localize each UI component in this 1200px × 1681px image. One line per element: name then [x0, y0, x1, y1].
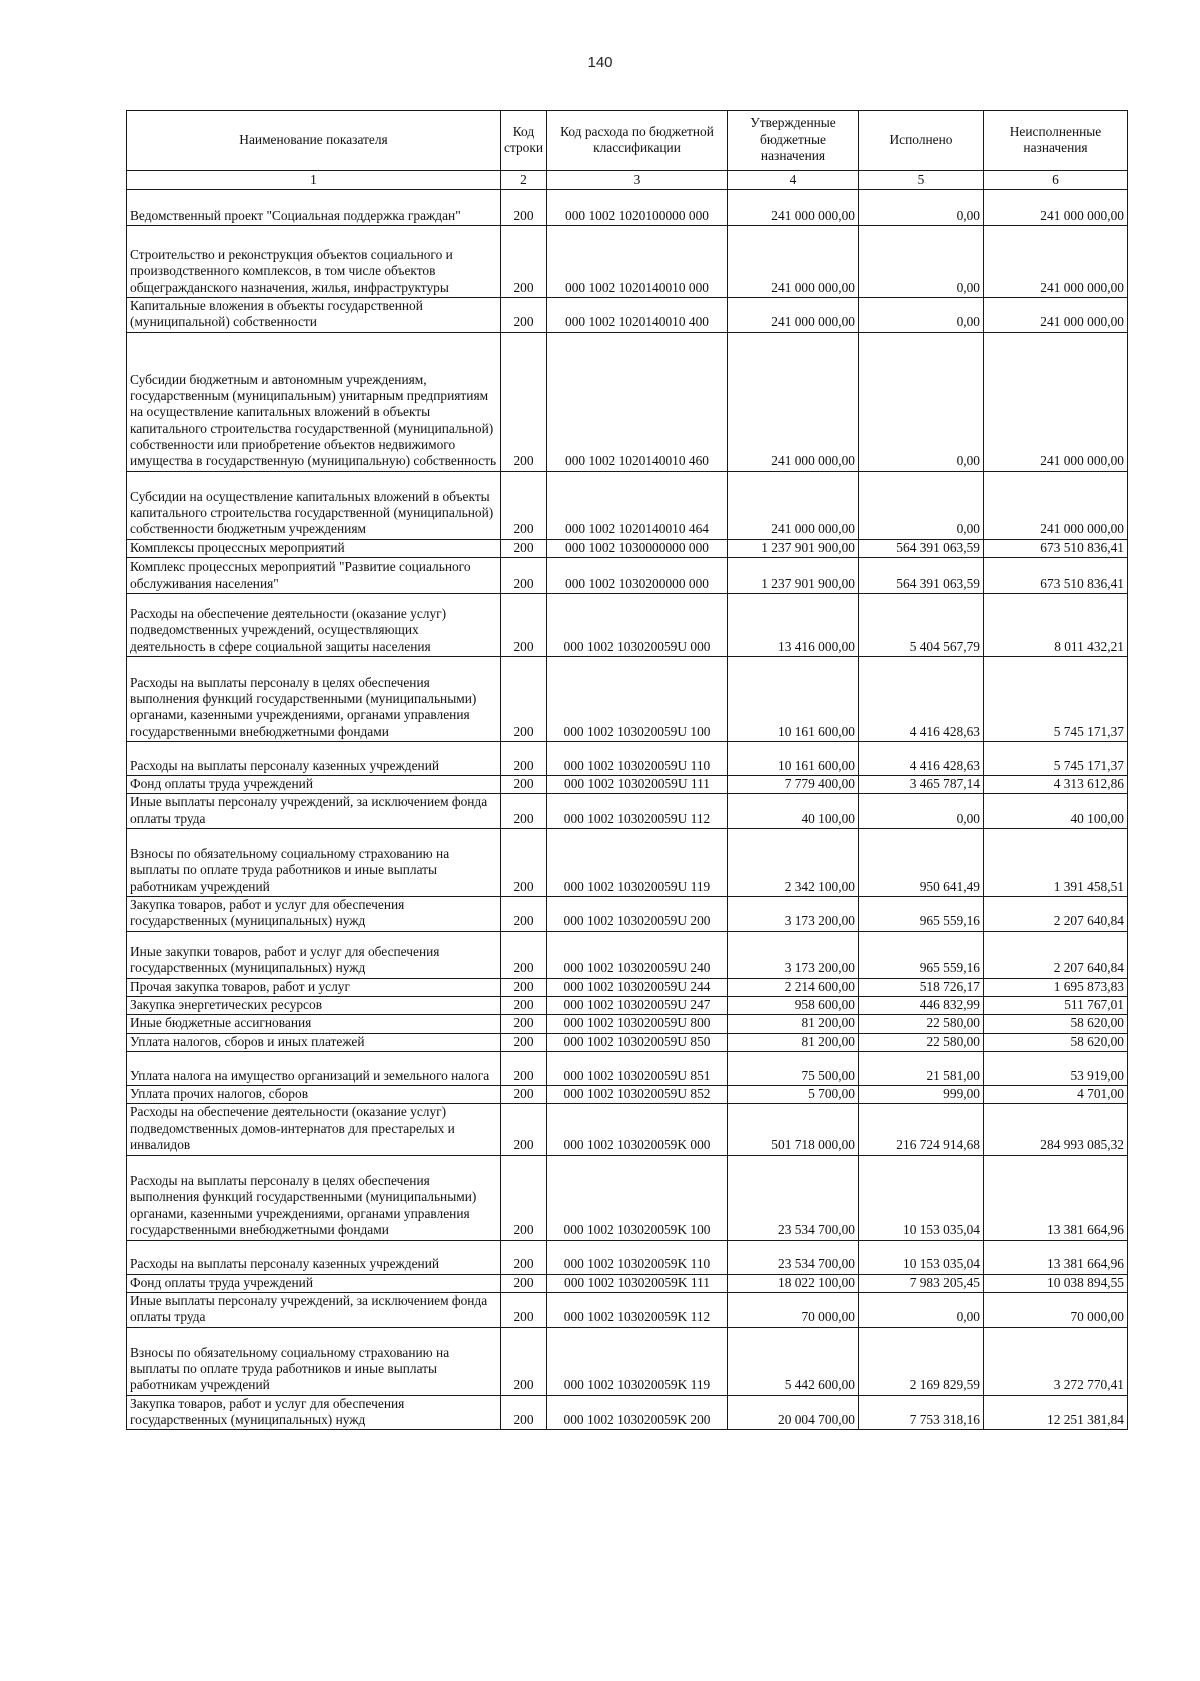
row-unexecuted: 13 381 664,96 — [984, 1240, 1128, 1274]
table-row — [127, 742, 1128, 776]
row-class-code: 000 1002 1020100000 000 — [547, 190, 728, 226]
row-executed: 4 416 428,63 — [859, 657, 984, 742]
row-executed: 7 753 318,16 — [859, 1395, 984, 1430]
row-line-code: 200 — [501, 594, 547, 657]
table-row — [127, 1292, 1128, 1327]
row-line-code: 200 — [501, 1395, 547, 1430]
row-unexecuted: 673 510 836,41 — [984, 558, 1128, 594]
row-class-code: 000 1002 1020140010 464 — [547, 471, 728, 539]
row-approved: 1 237 901 900,00 — [728, 539, 859, 557]
row-approved: 20 004 700,00 — [728, 1395, 859, 1430]
row-class-code: 000 1002 103020059U 244 — [547, 978, 728, 996]
row-name: Закупка товаров, работ и услуг для обеспечения государственных (муниципальных) нужд — [127, 897, 501, 932]
row-line-code: 200 — [501, 1033, 547, 1051]
row-line-code: 200 — [501, 978, 547, 996]
row-name: Уплата налогов, сборов и иных платежей — [127, 1033, 501, 1051]
row-class-code: 000 1002 103020059U 200 — [547, 897, 728, 932]
row-approved: 70 000,00 — [728, 1292, 859, 1327]
row-executed: 0,00 — [859, 332, 984, 471]
row-executed: 0,00 — [859, 190, 984, 226]
row-class-code: 000 1002 103020059U 112 — [547, 794, 728, 829]
row-unexecuted: 10 038 894,55 — [984, 1274, 1128, 1292]
row-unexecuted: 241 000 000,00 — [984, 332, 1128, 471]
table-row — [127, 997, 1128, 1015]
row-line-code: 200 — [501, 190, 547, 226]
row-line-code: 200 — [501, 829, 547, 897]
table-row — [127, 1086, 1128, 1104]
row-unexecuted: 8 011 432,21 — [984, 594, 1128, 657]
table-row — [127, 1052, 1128, 1086]
row-class-code: 000 1002 103020059U 850 — [547, 1033, 728, 1051]
row-executed: 4 416 428,63 — [859, 742, 984, 776]
row-class-code: 000 1002 103020059U 100 — [547, 657, 728, 742]
row-unexecuted: 3 272 770,41 — [984, 1327, 1128, 1395]
row-executed: 950 641,49 — [859, 829, 984, 897]
row-executed: 3 465 787,14 — [859, 776, 984, 794]
row-approved: 3 173 200,00 — [728, 931, 859, 978]
row-class-code: 000 1002 1020140010 460 — [547, 332, 728, 471]
table-row — [127, 1104, 1128, 1155]
row-approved: 10 161 600,00 — [728, 742, 859, 776]
row-executed: 7 983 205,45 — [859, 1274, 984, 1292]
row-line-code: 200 — [501, 997, 547, 1015]
row-approved: 501 718 000,00 — [728, 1104, 859, 1155]
row-unexecuted: 511 767,01 — [984, 997, 1128, 1015]
row-class-code: 000 1002 103020059K 110 — [547, 1240, 728, 1274]
row-unexecuted: 241 000 000,00 — [984, 298, 1128, 333]
row-line-code: 200 — [501, 1104, 547, 1155]
row-line-code: 200 — [501, 226, 547, 298]
row-line-code: 200 — [501, 1015, 547, 1033]
row-name: Субсидии на осуществление капитальных вложений в объекты капитального строительства государственной (муниципальной) собственности бюджетным учреждениям — [127, 471, 501, 539]
row-unexecuted: 4 701,00 — [984, 1086, 1128, 1104]
table-row — [127, 931, 1128, 978]
row-executed: 965 559,16 — [859, 897, 984, 932]
row-name: Ведомственный проект "Социальная поддержка граждан" — [127, 190, 501, 226]
row-name: Расходы на выплаты персоналу в целях обеспечения выполнения функций государственными (муниципальными) органами, казенными учреждениями, органами управления государственными внебюджетными фондами — [127, 1155, 501, 1240]
row-class-code: 000 1002 103020059U 851 — [547, 1052, 728, 1086]
row-name: Иные закупки товаров, работ и услуг для обеспечения государственных (муниципальных) нужд — [127, 931, 501, 978]
row-approved: 958 600,00 — [728, 997, 859, 1015]
row-name: Закупка энергетических ресурсов — [127, 997, 501, 1015]
table-row — [127, 298, 1128, 333]
table-row — [127, 332, 1128, 471]
row-unexecuted: 2 207 640,84 — [984, 897, 1128, 932]
row-approved: 13 416 000,00 — [728, 594, 859, 657]
row-class-code: 000 1002 103020059K 111 — [547, 1274, 728, 1292]
row-name: Расходы на выплаты персоналу в целях обеспечения выполнения функций государственными (муниципальными) органами, казенными учреждениями, органами управления государственными внебюджетными фондами — [127, 657, 501, 742]
row-name: Иные выплаты персоналу учреждений, за исключением фонда оплаты труда — [127, 1292, 501, 1327]
column-number: 6 — [984, 171, 1128, 190]
row-approved: 241 000 000,00 — [728, 190, 859, 226]
row-name: Комплекс процессных мероприятий "Развитие социального обслуживания населения" — [127, 558, 501, 594]
row-name: Прочая закупка товаров, работ и услуг — [127, 978, 501, 996]
row-name: Уплата налога на имущество организаций и земельного налога — [127, 1052, 501, 1086]
table-row — [127, 829, 1128, 897]
row-unexecuted: 241 000 000,00 — [984, 226, 1128, 298]
row-line-code: 200 — [501, 1292, 547, 1327]
row-name: Расходы на выплаты персоналу казенных учреждений — [127, 742, 501, 776]
row-class-code: 000 1002 103020059U 800 — [547, 1015, 728, 1033]
row-unexecuted: 58 620,00 — [984, 1033, 1128, 1051]
row-class-code: 000 1002 103020059U 852 — [547, 1086, 728, 1104]
table-row — [127, 776, 1128, 794]
column-number: 3 — [547, 171, 728, 190]
row-executed: 0,00 — [859, 226, 984, 298]
row-line-code: 200 — [501, 1052, 547, 1086]
table-row — [127, 1240, 1128, 1274]
row-name: Расходы на обеспечение деятельности (оказание услуг) подведомственных учреждений, осуществляющих деятельность в сфере социальной защиты населения — [127, 594, 501, 657]
row-unexecuted: 53 919,00 — [984, 1052, 1128, 1086]
row-line-code: 200 — [501, 332, 547, 471]
row-line-code: 200 — [501, 742, 547, 776]
row-unexecuted: 13 381 664,96 — [984, 1155, 1128, 1240]
row-line-code: 200 — [501, 1240, 547, 1274]
row-unexecuted: 5 745 171,37 — [984, 657, 1128, 742]
row-line-code: 200 — [501, 298, 547, 333]
table-body — [127, 190, 1128, 1430]
page-number: 140 — [587, 54, 613, 71]
row-line-code: 200 — [501, 1274, 547, 1292]
row-executed: 0,00 — [859, 1292, 984, 1327]
row-executed: 564 391 063,59 — [859, 558, 984, 594]
row-approved: 2 214 600,00 — [728, 978, 859, 996]
header-executed: Исполнено — [859, 111, 984, 171]
row-line-code: 200 — [501, 1086, 547, 1104]
column-number: 4 — [728, 171, 859, 190]
row-executed: 518 726,17 — [859, 978, 984, 996]
row-line-code: 200 — [501, 558, 547, 594]
row-name: Субсидии бюджетным и автономным учреждениям, государственным (муниципальным) унитарным предприятиям на осуществление капитальных вложений в объекты капитального строительства государственной (муниципальной) собственности или приобретение объектов недвижимого имущества в государственную (муниципальную) собственность — [127, 332, 501, 471]
row-approved: 18 022 100,00 — [728, 1274, 859, 1292]
row-unexecuted: 40 100,00 — [984, 794, 1128, 829]
table-row — [127, 1015, 1128, 1033]
header-line-code: Код строки — [501, 111, 547, 171]
row-executed: 965 559,16 — [859, 931, 984, 978]
row-class-code: 000 1002 1030200000 000 — [547, 558, 728, 594]
table-row — [127, 1327, 1128, 1395]
row-line-code: 200 — [501, 1155, 547, 1240]
header-approved: Утвержденные бюджетные назначения — [728, 111, 859, 171]
table-row — [127, 594, 1128, 657]
table-row — [127, 794, 1128, 829]
row-executed: 0,00 — [859, 471, 984, 539]
column-number: 2 — [501, 171, 547, 190]
row-executed: 2 169 829,59 — [859, 1327, 984, 1395]
row-line-code: 200 — [501, 657, 547, 742]
row-approved: 23 534 700,00 — [728, 1240, 859, 1274]
row-name: Капитальные вложения в объекты государственной (муниципальной) собственности — [127, 298, 501, 333]
row-approved: 3 173 200,00 — [728, 897, 859, 932]
row-class-code: 000 1002 1020140010 000 — [547, 226, 728, 298]
row-unexecuted: 241 000 000,00 — [984, 190, 1128, 226]
row-class-code: 000 1002 103020059K 119 — [547, 1327, 728, 1395]
row-name: Иные выплаты персоналу учреждений, за исключением фонда оплаты труда — [127, 794, 501, 829]
row-unexecuted: 2 207 640,84 — [984, 931, 1128, 978]
row-name: Строительство и реконструкция объектов социального и производственного комплексов, в том числе объектов общегражданского назначения, жилья, инфраструктуры — [127, 226, 501, 298]
row-class-code: 000 1002 103020059U 247 — [547, 997, 728, 1015]
row-name: Взносы по обязательному социальному страхованию на выплаты по оплате труда работников и иные выплаты работникам учреждений — [127, 829, 501, 897]
row-unexecuted: 241 000 000,00 — [984, 471, 1128, 539]
row-line-code: 200 — [501, 1327, 547, 1395]
row-executed: 10 153 035,04 — [859, 1155, 984, 1240]
table-row — [127, 190, 1128, 226]
row-class-code: 000 1002 103020059K 100 — [547, 1155, 728, 1240]
row-approved: 2 342 100,00 — [728, 829, 859, 897]
row-approved: 1 237 901 900,00 — [728, 558, 859, 594]
row-unexecuted: 12 251 381,84 — [984, 1395, 1128, 1430]
table-row — [127, 471, 1128, 539]
row-executed: 216 724 914,68 — [859, 1104, 984, 1155]
row-unexecuted: 284 993 085,32 — [984, 1104, 1128, 1155]
row-class-code: 000 1002 103020059U 240 — [547, 931, 728, 978]
row-executed: 5 404 567,79 — [859, 594, 984, 657]
row-class-code: 000 1002 103020059K 200 — [547, 1395, 728, 1430]
row-approved: 7 779 400,00 — [728, 776, 859, 794]
row-approved: 10 161 600,00 — [728, 657, 859, 742]
table-row — [127, 657, 1128, 742]
row-unexecuted: 70 000,00 — [984, 1292, 1128, 1327]
row-executed: 22 580,00 — [859, 1033, 984, 1051]
row-class-code: 000 1002 1020140010 400 — [547, 298, 728, 333]
row-approved: 81 200,00 — [728, 1033, 859, 1051]
row-line-code: 200 — [501, 897, 547, 932]
table-row — [127, 1274, 1128, 1292]
row-executed: 21 581,00 — [859, 1052, 984, 1086]
row-unexecuted: 5 745 171,37 — [984, 742, 1128, 776]
table-row — [127, 1395, 1128, 1430]
table-row — [127, 978, 1128, 996]
row-name: Иные бюджетные ассигнования — [127, 1015, 501, 1033]
row-unexecuted: 4 313 612,86 — [984, 776, 1128, 794]
row-class-code: 000 1002 103020059U 110 — [547, 742, 728, 776]
row-approved: 40 100,00 — [728, 794, 859, 829]
row-approved: 23 534 700,00 — [728, 1155, 859, 1240]
row-class-code: 000 1002 103020059K 112 — [547, 1292, 728, 1327]
table-row — [127, 1033, 1128, 1051]
row-executed: 0,00 — [859, 298, 984, 333]
table-row — [127, 1155, 1128, 1240]
row-line-code: 200 — [501, 931, 547, 978]
header-name: Наименование показателя — [127, 111, 501, 171]
table-row — [127, 897, 1128, 932]
row-line-code: 200 — [501, 776, 547, 794]
row-class-code: 000 1002 103020059U 111 — [547, 776, 728, 794]
row-class-code: 000 1002 103020059U 000 — [547, 594, 728, 657]
row-unexecuted: 1 391 458,51 — [984, 829, 1128, 897]
header-class-code: Код расхода по бюджетной классификации — [547, 111, 728, 171]
row-class-code: 000 1002 103020059K 000 — [547, 1104, 728, 1155]
row-name: Фонд оплаты труда учреждений — [127, 1274, 501, 1292]
row-name: Расходы на обеспечение деятельности (оказание услуг) подведомственных домов-интернатов для престарелых и инвалидов — [127, 1104, 501, 1155]
column-number-row — [127, 171, 1128, 190]
row-name: Взносы по обязательному социальному страхованию на выплаты по оплате труда работников и иные выплаты работникам учреждений — [127, 1327, 501, 1395]
column-number: 5 — [859, 171, 984, 190]
table-row — [127, 226, 1128, 298]
row-approved: 241 000 000,00 — [728, 226, 859, 298]
table-row — [127, 558, 1128, 594]
row-name: Уплата прочих налогов, сборов — [127, 1086, 501, 1104]
row-executed: 0,00 — [859, 794, 984, 829]
row-unexecuted: 58 620,00 — [984, 1015, 1128, 1033]
row-name: Закупка товаров, работ и услуг для обеспечения государственных (муниципальных) нужд — [127, 1395, 501, 1430]
row-unexecuted: 673 510 836,41 — [984, 539, 1128, 557]
row-name: Расходы на выплаты персоналу казенных учреждений — [127, 1240, 501, 1274]
row-executed: 564 391 063,59 — [859, 539, 984, 557]
row-unexecuted: 1 695 873,83 — [984, 978, 1128, 996]
row-name: Комплексы процессных мероприятий — [127, 539, 501, 557]
row-executed: 22 580,00 — [859, 1015, 984, 1033]
row-approved: 5 442 600,00 — [728, 1327, 859, 1395]
budget-execution-table — [126, 110, 1128, 1430]
table-header-row — [127, 111, 1128, 171]
table-row — [127, 539, 1128, 557]
row-line-code: 200 — [501, 794, 547, 829]
row-executed: 10 153 035,04 — [859, 1240, 984, 1274]
column-number: 1 — [127, 171, 501, 190]
row-approved: 241 000 000,00 — [728, 471, 859, 539]
row-executed: 999,00 — [859, 1086, 984, 1104]
row-executed: 446 832,99 — [859, 997, 984, 1015]
row-line-code: 200 — [501, 471, 547, 539]
row-approved: 241 000 000,00 — [728, 332, 859, 471]
row-approved: 241 000 000,00 — [728, 298, 859, 333]
header-unexecuted: Неисполненные назначения — [984, 111, 1128, 171]
row-approved: 5 700,00 — [728, 1086, 859, 1104]
row-class-code: 000 1002 1030000000 000 — [547, 539, 728, 557]
row-approved: 81 200,00 — [728, 1015, 859, 1033]
row-line-code: 200 — [501, 539, 547, 557]
row-class-code: 000 1002 103020059U 119 — [547, 829, 728, 897]
row-name: Фонд оплаты труда учреждений — [127, 776, 501, 794]
row-approved: 75 500,00 — [728, 1052, 859, 1086]
